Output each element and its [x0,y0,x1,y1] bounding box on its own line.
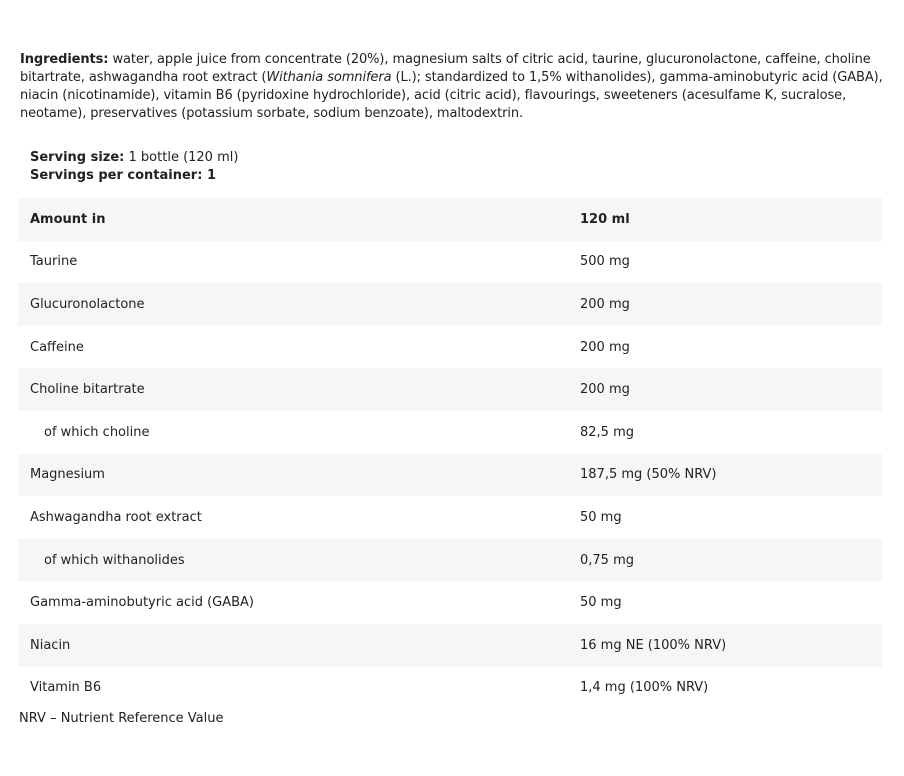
ingredients-latin-name: Withania somnifera [266,70,392,85]
nutrient-name: Ashwagandha root extract [18,496,580,539]
nutrient-name: Choline bitartrate [18,368,580,411]
table-row [18,326,882,369]
nrv-footnote: NRV – Nutrient Reference Value [19,711,224,726]
nutrient-amount: 50 mg [580,496,882,539]
header-amount-cell: 120 ml [580,198,882,241]
table-row-sub [18,539,882,582]
table-row [18,454,882,497]
nutrient-name: of which withanolides [18,539,580,582]
serving-size-line [30,149,238,167]
nutrient-amount: 50 mg [580,581,882,624]
nutrient-amount: 500 mg [580,241,882,284]
table-row [18,283,882,326]
nutrient-name: Taurine [18,241,580,284]
ingredients-text-part1: water, apple juice from concentrate (20%), magnesium salts of citric acid, taurine, glucuronolactone, caffeine, choline bitartrate, ashwagandha root extract ( [20,52,871,85]
nutrient-amount: 200 mg [580,368,882,411]
nutrient-name: Glucuronolactone [18,283,580,326]
servings-per-container-value: 1 [202,168,216,183]
nutrient-name: of which choline [18,411,580,454]
table-row [18,581,882,624]
nutrient-amount: 200 mg [580,283,882,326]
servings-per-container-label: Servings per container: [30,168,203,183]
nutrient-name: Gamma-aminobutyric acid (GABA) [18,581,580,624]
serving-size-value: 1 bottle (120 ml) [124,150,239,165]
table-row [18,368,882,411]
nutrient-amount: 187,5 mg (50% NRV) [580,454,882,497]
servings-per-container-line [30,167,238,185]
ingredients-text-part2: (L.); standardized to 1,5% withanolides), gamma-aminobutyric acid (GABA), niacin (nicotinamide), vitamin B6 (pyridoxine hydrochloride), acid (citric acid), flavourings, sweeteners (acesulfame K, sucralose, neotame), preservatives (potassium sorbate, sodium benzoate), maltodextrin. [20,70,883,121]
serving-info [30,149,238,185]
table-row [18,241,882,284]
nutrient-amount: 200 mg [580,326,882,369]
table-row [18,667,882,710]
serving-size-label: Serving size: [30,150,125,165]
nutrient-amount: 1,4 mg (100% NRV) [580,667,882,710]
header-name-cell: Amount in [18,198,580,241]
ingredients-paragraph [20,51,890,123]
ingredients-label: Ingredients: [20,52,109,67]
table-row-sub [18,411,882,454]
nutrient-name: Niacin [18,624,580,667]
nutrient-amount: 82,5 mg [580,411,882,454]
nutrition-table [18,198,882,709]
table-row [18,624,882,667]
table-row [18,496,882,539]
nutrient-amount: 0,75 mg [580,539,882,582]
nutrient-amount: 16 mg NE (100% NRV) [580,624,882,667]
nutrient-name: Caffeine [18,326,580,369]
nutrient-name: Magnesium [18,454,580,497]
table-header-row [18,198,882,241]
nutrient-name: Vitamin B6 [18,667,580,710]
